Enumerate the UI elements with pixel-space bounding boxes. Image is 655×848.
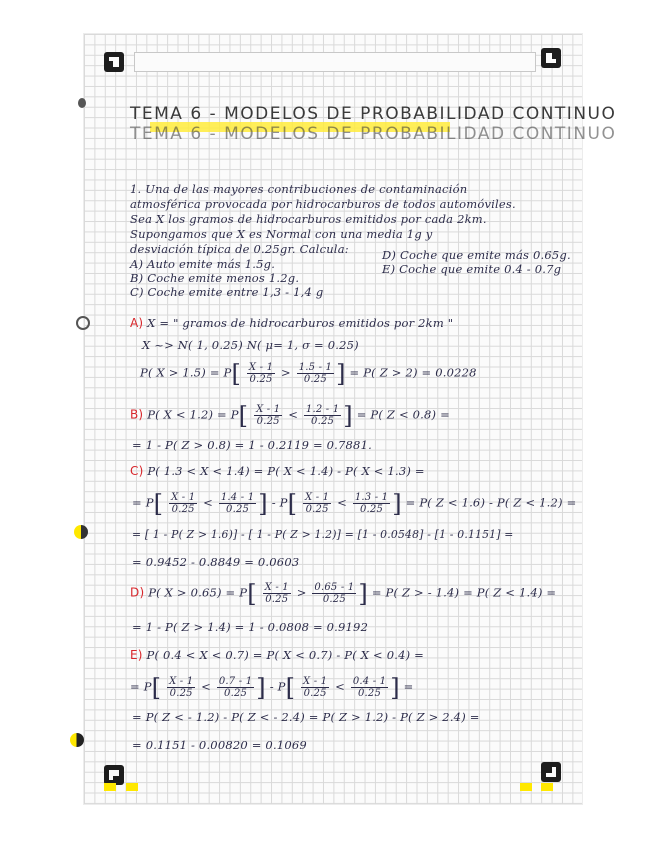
solution-a-def-text: X = " gramos de hidrocarburos emitidos por 2km " [147, 316, 454, 330]
eq-op: < [337, 495, 347, 510]
solution-d-result: = 1 - P( Z > 1.4) = 1 - 0.0808 = 0.9192 [132, 620, 369, 634]
solution-e-equation [130, 648, 424, 662]
solution-a-distribution: X ~> N( 1, 0.25) N( μ= 1, σ = 0.25) [142, 338, 359, 352]
eq-op: > [296, 585, 307, 600]
problem-line: Supongamos que X es Normal con una media 1g y [130, 227, 433, 241]
eq-text: = P( Z < 0.8) = [356, 407, 450, 422]
eq-text: = P [132, 495, 154, 510]
fraction: $\frac{1.3 - 1}{0.25}$ [354, 492, 389, 515]
eq-text: = P( Z > - 1.4) = P( Z < 1.4) = [371, 585, 557, 600]
eq-text: - P [269, 679, 286, 694]
solution-d-label: D) [130, 585, 145, 600]
problem-item-d: D) Coche que emite más 0.65g. [382, 248, 571, 262]
fraction: $\frac{0.65 - 1}{0.25}$ [314, 582, 355, 605]
solution-a-equation: P( X > 1.5) = P[ $\frac{X - 1}{0.25}$ > $\frac{1.5 - 1}{0.25}$ ] = P( Z > 2) = 0.0228 [140, 359, 477, 388]
eq-op: < [288, 407, 299, 422]
solution-c-result: = 0.9452 - 0.8849 = 0.0603 [132, 555, 300, 569]
corner-marker-top-right-icon [541, 48, 561, 68]
fraction: $\frac{X - 1}{0.25}$ [303, 676, 328, 699]
problem-item-e: E) Coche que emite 0.4 - 0.7g [382, 262, 562, 276]
fraction: $\frac{X - 1}{0.25}$ [305, 492, 330, 515]
solution-e-standardize: = P[ $\frac{X - 1}{0.25}$ < $\frac{0.7 - 1}{0.25}$ ] - P[ $\frac{X - 1}{0.25}$ < $\frac{0.4 - 1}{0.25}$ ] = [130, 673, 414, 702]
fraction: $\frac{X - 1}{0.25}$ [256, 404, 281, 427]
corner-marker-top-left-icon [104, 52, 124, 72]
solution-b-label: B) [130, 407, 144, 422]
yellow-tab [541, 783, 553, 791]
solution-a-label: A) [130, 316, 144, 330]
solution-a-definition [130, 316, 453, 330]
fraction: $\frac{0.7 - 1}{0.25}$ [218, 676, 253, 699]
problem-item-c: C) Coche emite entre 1,3 - 1,4 g [130, 285, 324, 299]
eq-text: = P( Z > 2) = 0.0228 [349, 365, 477, 380]
problem-line: desviación típica de 0.25gr. Calcula: [130, 242, 349, 256]
eq-text: P( X > 0.65) = P [148, 585, 248, 600]
corner-marker-bottom-left-icon [104, 765, 124, 785]
solution-e-label: E) [130, 648, 143, 662]
fraction: $\frac{X - 1}{0.25}$ [171, 492, 196, 515]
binder-hole-icon [70, 733, 84, 747]
page-title-underlay: TEMA 6 - MODELOS DE PROBABILIDAD CONTINUO [130, 124, 617, 144]
fraction: $\frac{0.4 - 1}{0.25}$ [352, 676, 387, 699]
binder-hole-icon [76, 316, 90, 330]
eq-text: P( X < 1.2) = P [147, 407, 239, 422]
eq-text: P( X > 1.5) = P [140, 365, 232, 380]
fraction: $\frac{X - 1}{0.25}$ [264, 582, 289, 605]
solution-e-complement: = P( Z < - 1.2) - P( Z < - 2.4) = P( Z > 1.2) - P( Z > 2.4) = [132, 710, 480, 724]
eq-text: - P [271, 495, 288, 510]
eq-op: < [335, 679, 345, 694]
page-title: TEMA 6 - MODELOS DE PROBABILIDAD CONTINUO [130, 104, 617, 124]
eq-text: = P( Z < 1.6) - P( Z < 1.2) = [405, 495, 577, 510]
solution-c-standardize: = P[ $\frac{X - 1}{0.25}$ < $\frac{1.4 - 1}{0.25}$ ] - P[ $\frac{X - 1}{0.25}$ < $\frac{1.3 - 1}{0.25}$ ] = P( Z < 1.6) - P( Z < 1.2) = [132, 489, 577, 518]
solution-c-equation [130, 464, 425, 478]
solution-b-equation: B) P( X < 1.2) = P[ $\frac{X - 1}{0.25}$ < $\frac{1.2 - 1}{0.25}$ ] = P( Z < 0.8) = [130, 401, 450, 430]
problem-line: atmosférica provocada por hidrocarburos de todos automóviles. [130, 197, 516, 211]
fraction: $\frac{1.2 - 1}{0.25}$ [305, 404, 340, 427]
eq-text: P( 0.4 < X < 0.7) = P( X < 0.7) - P( X < 0.4) = [146, 648, 424, 662]
problem-line: Sea X los gramos de hidrocarburos emitidos por cada 2km. [130, 212, 487, 226]
solution-c-label: C) [130, 464, 144, 478]
problem-item-a: A) Auto emite más 1.5g. [130, 257, 276, 271]
eq-text: = P [130, 679, 152, 694]
binder-hole-icon [78, 98, 86, 108]
fraction: $\frac{1.4 - 1}{0.25}$ [220, 492, 255, 515]
eq-text: P( 1.3 < X < 1.4) = P( X < 1.4) - P( X < 1.3) = [147, 464, 425, 478]
fraction: $\frac{1.5 - 1}{0.25}$ [298, 362, 333, 385]
binder-hole-icon [74, 525, 88, 539]
eq-op: < [203, 495, 213, 510]
yellow-tab [104, 783, 116, 791]
solution-c-complement: = [ 1 - P( Z > 1.6)] - [ 1 - P( Z > 1.2)] = [1 - 0.0548] - [1 - 0.1151] = [132, 528, 514, 541]
yellow-tab [520, 783, 532, 791]
problem-item-b: B) Coche emite menos 1.2g. [130, 271, 300, 285]
yellow-tab [126, 783, 138, 791]
eq-op: < [201, 679, 211, 694]
fraction: $\frac{X - 1}{0.25}$ [248, 362, 274, 385]
solution-d-equation: D) P( X > 0.65) = P[ $\frac{X - 1}{0.25}$ > $\frac{0.65 - 1}{0.25}$ ] = P( Z > - 1.4) = P( Z < 1.4) = [130, 579, 557, 608]
fraction: $\frac{X - 1}{0.25}$ [169, 676, 194, 699]
problem-line: 1. Una de las mayores contribuciones de contaminación [130, 182, 468, 196]
solution-b-result: = 1 - P( Z > 0.8) = 1 - 0.2119 = 0.7881. [132, 438, 372, 452]
eq-op: > [281, 365, 291, 380]
solution-e-result: = 0.1151 - 0.00820 = 0.1069 [132, 738, 307, 752]
corner-marker-bottom-right-icon [541, 762, 561, 782]
header-box [134, 52, 536, 72]
eq-text: = [403, 679, 414, 694]
